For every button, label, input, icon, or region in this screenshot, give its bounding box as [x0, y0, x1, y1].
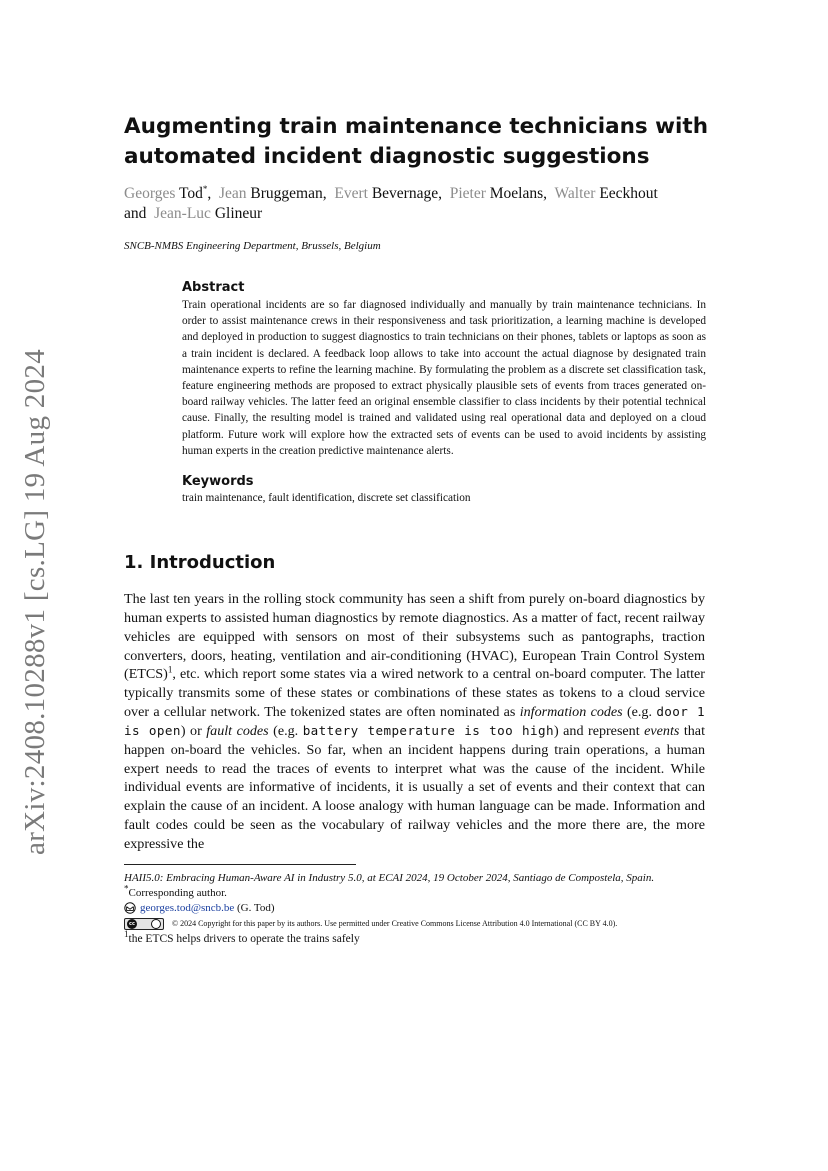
license-text: © 2024 Copyright for this paper by its authors. Use permitted under Creative Commons License Attribution 4.0 International (CC BY 4.0).: [172, 919, 618, 928]
footnote-divider: [124, 864, 356, 865]
author: Walter Eeckhout: [554, 185, 658, 202]
keywords-heading: Keywords: [182, 474, 254, 489]
footnote-email: georges.tod@sncb.be (G. Tod): [124, 901, 275, 915]
keywords-text: train maintenance, fault identification, discrete set classification: [182, 492, 471, 504]
abstract-text: Train operational incidents are so far diagnosed individually and manually by train maintenance technicians. In order to assist maintenance crews in their responsiveness and task prioritization, a learning machine is developed and deployed in production to suggest diagnostics to train technicians on their phones, tablets or laptops as soon as a train incident is declared. A feedback loop allows to take into account the actual diagnose by designated train maintenance experts to refine the learning machine. By formulating the problem as a discrete set classification task, feature engineering methods are proposed to extract physically plausible sets of events from traces generated on-board railway vehicles. The latter feed an original ensemble classifier to class incidents by their potential technical cause. Finally, the resulting model is trained and validated using real operational data and deployed on a cloud platform. Future work will explore how the extracted sets of events can be used to avoid incidents by assisting human experts in the creation predictive maintenance alerts.: [182, 299, 706, 457]
author-list: Georges Tod*, Jean Bruggeman, Evert Bevernage, Pieter Moelans, Walter Eeckhout and Jean-Luc Glineur: [124, 183, 658, 222]
envelope-icon: [124, 902, 136, 914]
emphasis-information-codes: information codes: [519, 704, 623, 721]
author: Jean Bruggeman: [219, 185, 323, 202]
affiliation: SNCB-NMBS Engineering Department, Brussels, Belgium: [124, 240, 381, 252]
arxiv-id-text: arXiv:2408.10288v1 [cs.LG] 19 Aug 2024: [18, 349, 51, 855]
author: Evert Bevernage: [334, 185, 439, 202]
author: Pieter Moelans: [449, 185, 544, 202]
footnote-corresponding: *Corresponding author.: [124, 883, 227, 899]
cc-icon: cc: [127, 919, 137, 929]
footnote-ref[interactable]: 1: [167, 664, 173, 675]
emphasis-fault-codes: fault codes: [206, 722, 269, 739]
footnote-license: [124, 917, 617, 931]
footnote-venue: HAII5.0: Embracing Human-Aware AI in Industry 5.0, at ECAI 2024, 19 October 2024, Santiago de Compostela, Spain.: [124, 872, 655, 884]
code-door-open: door 1 is open: [124, 704, 705, 738]
corresponding-mark: *: [202, 183, 208, 194]
author: Jean-Luc Glineur: [154, 205, 263, 222]
introduction-paragraph: The last ten years in the rolling stock community has seen a shift from purely on-board diagnostics by human experts to assisted human diagnostics by remote diagnostics. As a matter of fact, recent railway vehicles are equipped with sensors on most of their subsystems such as pantographs, traction converters, doors, heating, ventilation and air-conditioning (HVAC), European Train Control System (ETCS)$^1$, etc. which report some states via a wired network to a central on-board computer. The latter typically transmits some of these states or combinations of these states as tokens to a cloud service over a cellular network. The tokenized states are often nominated as information codes (e.g. door 1 is open) or fault codes (e.g. battery temperature is too high) and represent events that happen on-board the vehicles. So far, when an incident happens during train operations, a human expert needs to read the traces of events to interpret what was the cause of the incident. While individual events are informative of incidents, it is usually a set of events and their context that can explain the cause of an incident. A loose analogy with human language can be made. Information and fault codes could be seen as the vocabulary of railway vehicles and the more there are, the more expressive the: [124, 591, 705, 852]
section-heading-introduction: 1. Introduction: [124, 552, 276, 573]
author: Georges Tod*: [124, 183, 208, 202]
code-battery-temperature: battery temperature is too high: [302, 722, 554, 738]
authors-conjunction: and: [124, 205, 147, 222]
emphasis-events: events: [644, 722, 680, 739]
cc-by-badge-icon: [124, 918, 164, 930]
arxiv-side-identifier: [14, 349, 56, 855]
paper-title: Augmenting train maintenance technicians with automated incident diagnostic suggestions: [124, 114, 708, 169]
footnote-etcs: $^1$the ETCS helps drivers to operate the trains safely: [124, 929, 360, 945]
email-link[interactable]: georges.tod@sncb.be: [140, 902, 235, 914]
abstract-heading: Abstract: [182, 280, 245, 295]
attribution-icon: [151, 919, 161, 929]
